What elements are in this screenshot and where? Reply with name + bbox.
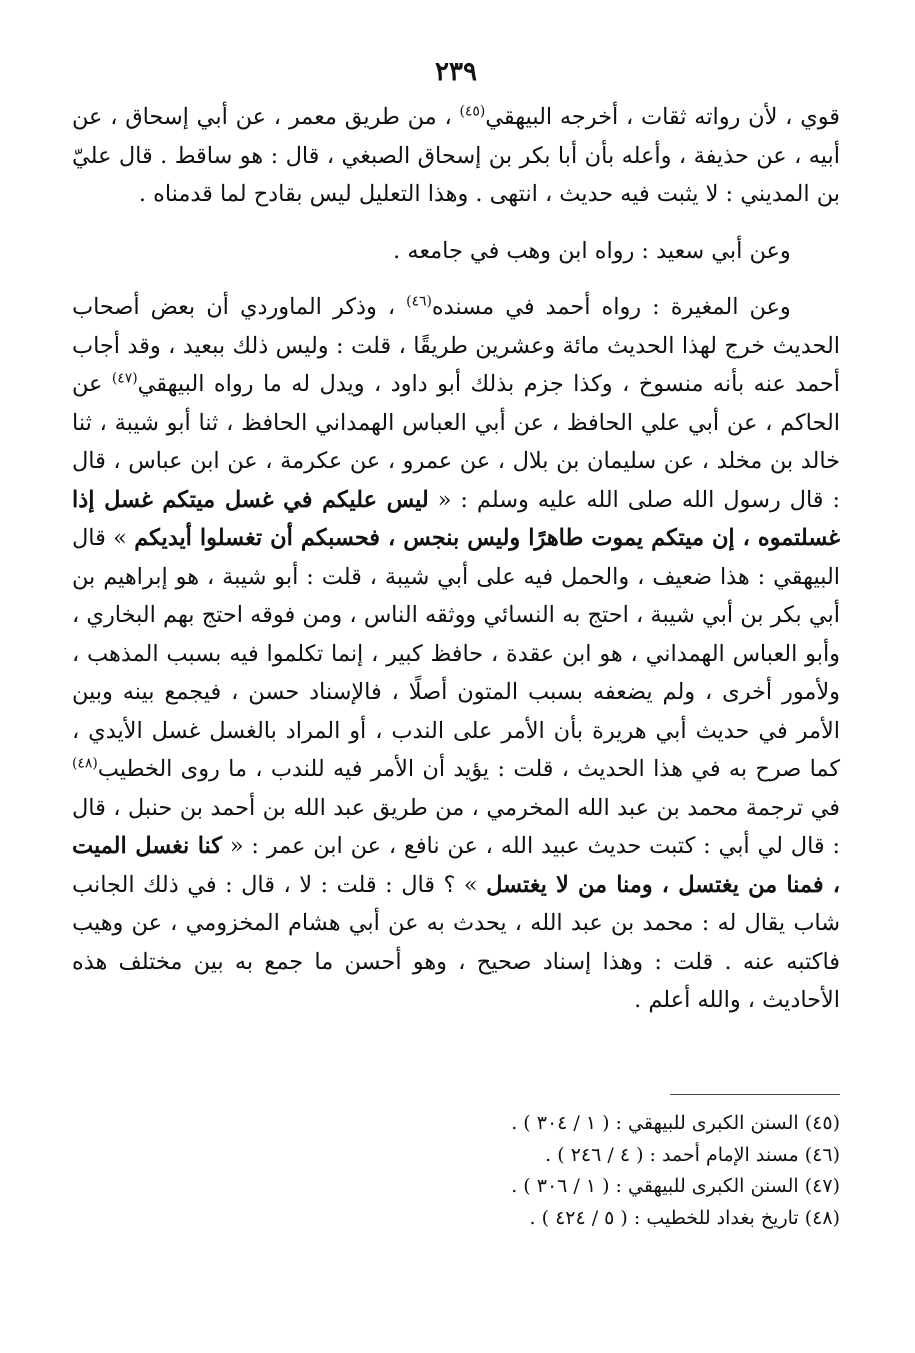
text-run: ، من طريق معمر ، عن أبي إسحاق ، عن أبيه ، عن حذيفة ، وأعله بأن أبا بكر بن إسحاق الصبغي ، قال : هو ساقط . قال عليّ بن المديني : لا يثبت فيه حديث ، انتهى . وهذا التعليل ليس بقادح لما قدمناه . (72, 104, 840, 207)
footnote-ref: (٤٧) (111, 370, 138, 387)
footnotes (100, 1108, 840, 1234)
footnote-ref: (٤٨) (72, 755, 98, 772)
footnote-47: (٤٧) السنن الكبرى للبيهقي : ( ١ / ٣٠٦ ) . (511, 1175, 840, 1197)
paragraph-3 (72, 288, 840, 1020)
page (72, 52, 840, 1020)
page-number: ٢٣٩ (435, 57, 477, 87)
hadith-text: كنا نغسل الميت ، فمنا من يغتسل ، ومنا من لا يغتسل (72, 833, 840, 898)
footnote-48: (٤٨) تاريخ بغداد للخطيب : ( ٥ / ٤٢٤ ) . (529, 1206, 840, 1229)
paragraph-2 (72, 232, 840, 271)
text-run: وعن أبي سعيد : رواه ابن وهب في جامعه . (393, 237, 791, 264)
text-run: قوي ، لأن رواته ثقات ، أخرجه البيهقي (485, 104, 841, 130)
footnote-ref: (٤٦) (406, 293, 432, 310)
text-run: عن الحاكم ، عن أبي علي الحافظ ، عن أبي العباس الهمداني الحافظ ، ثنا أبو شيبة ، ثنا خالد بن مخلد ، عن سليمان بن بلال ، عن عمرو ، عن عكرمة ، عن ابن عباس ، قال : قال رسول الله صلى الله عليه وسلم : « (72, 371, 840, 513)
text-run: » ؟ قال : قلت : لا ، قال : في ذلك الجانب شاب يقال له : محمد بن عبد الله ، يحدث به عن أبي هشام المخزومي ، عن وهيب فاكتبه عنه . قلت : وهذا إسناد صحيح ، وهو أحسن ما جمع به بين مختلف هذه الأحاديث ، والله أعلم . (72, 871, 840, 1013)
text-run: في ترجمة محمد بن عبد الله المخرمي ، من طريق عبد الله بن أحمد بن حنبل ، قال : قال لي أبي : كتبت حديث عبيد الله ، عن نافع ، عن ابن عمر : « (72, 794, 840, 859)
paragraph-1 (72, 98, 840, 214)
main-text (72, 98, 840, 1020)
hadith-text: ليس عليكم في غسل ميتكم غسل إذا غسلتموه ، إن ميتكم يموت طاهرًا وليس بنجس ، فحسبكم أن تغسلوا أيديكم (72, 486, 841, 551)
footnote-45: (٤٥) السنن الكبرى للبيهقي : ( ١ / ٣٠٤ ) . (511, 1112, 840, 1134)
text-run: وعن المغيرة : رواه أحمد في مسنده (431, 294, 791, 320)
text-run: » قال البيهقي : هذا ضعيف ، والحمل فيه على أبي شيبة ، قلت : أبو شيبة ، هو إبراهيم بن أبي بكر بن أبي شيبة ، احتج به النسائي ووثقه الناس ، ومن فوقه احتج بهم البخاري ، وأبو العباس الهمداني ، هو ابن عقدة ، حافظ كبير ، إنما تكلموا فيه بسبب المذهب ، ولأمور أخرى ، ولم يضعفه بسبب المتون أصلًا ، فالإسناد حسن ، فيجمع بينه وبين الأمر في حديث أبي هريرة بأن الأمر على الندب ، أو المراد بالغسل غسل الأيدي ، كما صرح به في هذا الحديث ، قلت : يؤيد أن الأمر فيه للندب ، ما روى الخطيب (72, 525, 840, 782)
text-run: ، وذكر الماوردي أن بعض أصحاب الحديث خرج لهذا الحديث مائة وعشرين طريقًا ، قلت : وليس ذلك ببعيد ، وقد أجاب أحمد عنه بأنه منسوخ ، وكذا جزم بذلك أبو داود ، ويدل له ما رواه البيهقي (72, 294, 840, 397)
footnote-separator (670, 1094, 840, 1095)
footnote-46: (٤٦) مسند الإمام أحمد : ( ٤ / ٢٤٦ ) . (545, 1143, 840, 1166)
footnote-ref: (٤٥) (459, 103, 486, 120)
